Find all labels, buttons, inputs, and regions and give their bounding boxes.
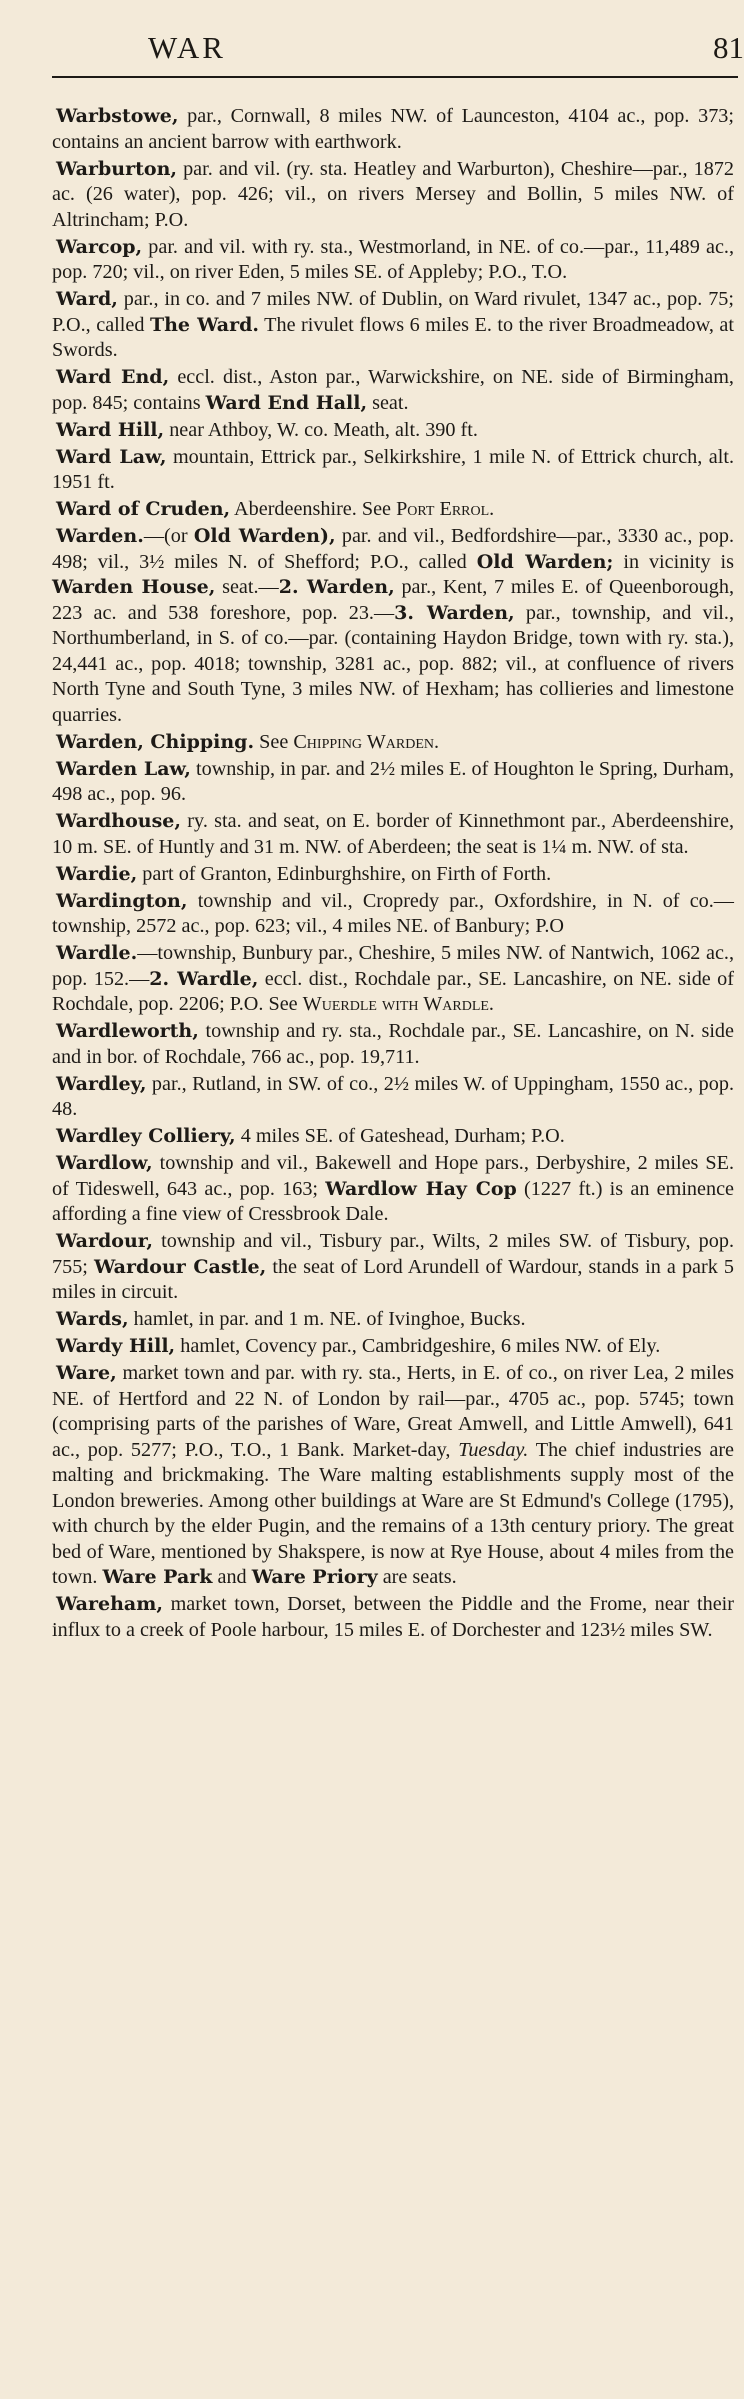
entry-text: —township, Bunbury par., Cheshire, 5 miles NW. of Nantwich, 1062 ac., pop. 152.— xyxy=(52,942,734,990)
entry-text: seat.— xyxy=(215,576,279,598)
entry-headword: Warden House, xyxy=(52,576,216,598)
entry-headword: Wardington, xyxy=(56,889,188,912)
entry-text: township and vil., Bakewell and Hope pars., Derbyshire, 2 miles SE. of Tideswell, 643 ac., pop. 163; xyxy=(52,1152,734,1200)
entry-headword: Ward End Hall, xyxy=(205,391,368,414)
entry-text: par. and vil. (ry. sta. Heatley and Warburton), Cheshire—par., 1872 ac. (26 water), pop. 426; vil., on rivers Mersey and Bollin, 5 miles NW. of Altrincham; xyxy=(52,157,734,231)
entry-headword: Ward End, xyxy=(56,366,170,388)
entry-text: par. and vil. with ry. sta., Westmorland, in NE. of co.—par., 11,489 ac., pop. 720; vil., on river Eden, 5 miles SE. of Appleby; xyxy=(52,235,734,283)
entry-headword: Wardy Hill, xyxy=(56,1335,176,1357)
entry-headword: Warbstowe, xyxy=(56,105,179,127)
entry-emphasis: Tuesday. xyxy=(458,1438,529,1461)
entry-headword: Wardlow Hay Cop xyxy=(325,1177,517,1200)
entry-headword: 2. Warden, xyxy=(278,576,395,598)
entry-abbreviation: Wuerdle with Wardle. xyxy=(302,993,494,1015)
entry-text: The chief industries are malting and brickmaking. The Ware malting establishments supply most of the London breweries. Among other buildings at Ware are St Edmund's College (1795), with church by the elder Pugin, and the remains of a 13th century priory. The great bed of Ware, mentioned by Shakspere, is now at Rye House, about 4 miles from the town. xyxy=(52,1438,735,1588)
entry-abbreviation: P.O xyxy=(535,915,564,937)
entry-text: par., Rutland, in SW. of co., 2½ miles W. of Uppingham, 1550 ac., pop. 48. xyxy=(52,1072,734,1120)
entry-text: eccl. dist., Rochdale par., SE. Lancashire, on NE. side of Rochdale, pop. 2206; xyxy=(52,967,734,1015)
entry-text: par., Kent, 7 miles E. of Queenborough, 223 ac. and 538 foreshore, pop. 23.— xyxy=(52,576,735,624)
entry-headword: 2. Wardle, xyxy=(149,967,259,990)
entry-abbreviation: P.O. xyxy=(531,1125,565,1147)
entry-headword: Ward Law, xyxy=(56,445,167,468)
entry-text: township and ry. sta., Rochdale par., SE. Lancashire, on N. side and in bor. of Rochdale, 766 ac., pop. 19,711. xyxy=(52,1020,734,1068)
entry-text: township, in par. and 2½ miles E. of Houghton le Spring, Durham, 498 ac., pop. 96. xyxy=(52,757,735,805)
entry-abbreviation: P.O., T.O., xyxy=(184,1438,272,1461)
entry-wareham xyxy=(52,1592,734,1643)
entry-headword: Wardhouse, xyxy=(56,810,181,832)
entry-wardley-colliery xyxy=(52,1124,734,1150)
entry-warden xyxy=(52,524,734,728)
entry-text: 4 miles SE. of Gateshead, Durham; xyxy=(235,1125,532,1147)
entry-text: market town and par. with ry. sta., Herts, in E. of co., on river Lea, 2 miles NE. of Hertford and 22 N. of London by rail—par., 4705 ac., pop. 5745; town (comprising parts of the parishes of Ware, Great Amwell, and Little Amwell), 641 ac., pop. 5277; xyxy=(52,1362,734,1461)
entry-wardlow xyxy=(52,1151,734,1228)
entry-headword: Ware Priory xyxy=(251,1566,378,1588)
entry-text: part of Granton, Edinburghshire, on Firth of Forth. xyxy=(137,862,552,885)
entry-warbstowe xyxy=(52,104,734,155)
entry-text: hamlet, in par. and 1 m. NE. of Ivinghoe, Bucks. xyxy=(128,1308,526,1330)
entry-warcop xyxy=(52,235,734,286)
entry-text: seat. xyxy=(367,391,409,414)
entry-wardley xyxy=(52,1072,734,1123)
entry-text: eccl. dist., Aston par., Warwickshire, on NE. side of Birmingham, pop. 845; contains xyxy=(52,366,734,414)
entry-headword: Old Warden), xyxy=(193,525,336,547)
entry-headword: Ware, xyxy=(56,1362,117,1384)
entry-headword: Wareham, xyxy=(56,1593,163,1615)
entry-text: par. and vil., Bedfordshire—par., 3330 ac., pop. 498; vil., 3½ miles N. of Shefford; xyxy=(52,525,734,573)
entry-text: The rivulet flows 6 miles E. to the river Broadmeadow, at Swords. xyxy=(52,313,734,361)
entry-text: ry. sta. and seat, on E. border of Kinnethmont par., Aberdeenshire, 10 m. SE. of Huntly and 31 m. NW. of Aberdeen; the seat is 1¼ m. NW. of sta. xyxy=(52,810,734,858)
entry-text: and xyxy=(212,1566,252,1588)
entry-wardie xyxy=(52,862,734,888)
entry-text: are seats. xyxy=(377,1566,457,1588)
entry-headword: 3. Warden, xyxy=(394,601,515,624)
entry-ward xyxy=(52,287,734,364)
entry-headword: Wards, xyxy=(56,1308,129,1330)
entry-abbreviation: P.O., T.O. xyxy=(488,261,568,283)
entry-headword: Ward, xyxy=(56,288,118,310)
header-rule xyxy=(52,76,738,78)
running-head: WAR xyxy=(148,30,226,65)
entry-ward-law xyxy=(52,445,734,496)
entry-warburton xyxy=(52,157,734,234)
entry-text: par., township, and vil., Northumberland, in S. of co.—par. (containing Haydon Bridge, town with ry. sta.), 24,441 ac., pop. 4018; township, 3281 ac., pop. 882; vil., at confluence of rivers North Tyne and South Tyne, 3 miles NW. of Hexham; has collieries and limestone quarries. xyxy=(52,601,735,726)
entry-ward-hill xyxy=(52,418,734,444)
entry-headword: Wardour Castle, xyxy=(93,1255,267,1278)
entry-headword: Wardour, xyxy=(56,1230,154,1252)
entry-list xyxy=(52,104,734,1645)
entry-wardleworth xyxy=(52,1019,734,1070)
entry-headword: Warden Law, xyxy=(56,757,191,780)
entry-text: par., in co. and 7 miles NW. of Dublin, on Ward rivulet, 1347 ac., pop. 75; xyxy=(117,288,734,310)
entry-headword: Ward Hill, xyxy=(56,418,165,441)
entry-headword: Warcop, xyxy=(56,235,143,258)
entry-text: See xyxy=(263,993,303,1015)
entry-abbreviation: Port Errol. xyxy=(396,498,495,520)
entry-text: called xyxy=(408,550,477,573)
entry-headword: Wardley Colliery, xyxy=(56,1125,236,1147)
entry-wardhouse xyxy=(52,809,734,860)
entry-headword: Wardie, xyxy=(56,862,138,885)
entry-wardle xyxy=(52,941,734,1018)
entry-ward-end xyxy=(52,365,734,416)
entry-abbreviation: P.O., xyxy=(369,550,409,573)
entry-wardy-hill xyxy=(52,1334,734,1360)
entry-text: (1227 ft.) is an eminence affording a fine view of Cressbrook Dale. xyxy=(52,1177,734,1225)
entry-text: —(or xyxy=(143,525,194,547)
entry-wardington xyxy=(52,889,734,940)
entry-text: township and vil., Tisbury par., Wilts, 2 miles SW. of Tisbury, pop. 755; xyxy=(52,1230,734,1278)
entry-text: mountain, Ettrick par., Selkirkshire, 1 mile N. of Ettrick church, alt. 1951 ft. xyxy=(52,445,735,493)
entry-headword: Ward of Cruden, xyxy=(56,498,231,520)
entry-abbreviation: P.O. xyxy=(229,993,264,1015)
entry-headword: Old Warden; xyxy=(476,550,614,573)
page-header xyxy=(52,26,744,70)
entry-text: Aberdeenshire. See xyxy=(230,498,397,520)
entry-text: 1 Bank. Market-day, xyxy=(271,1438,459,1461)
entry-ware xyxy=(52,1361,734,1591)
page-number: 81 xyxy=(713,30,744,65)
entry-headword: Wardlow, xyxy=(56,1152,153,1174)
entry-headword: The Ward. xyxy=(149,313,259,336)
entry-text: the seat of Lord Arundell of Wardour, stands in a park 5 miles in circuit. xyxy=(52,1255,734,1303)
entry-abbreviation: Chipping Warden. xyxy=(293,730,440,753)
entry-warden-chipping xyxy=(52,730,734,756)
entry-headword: Wardleworth, xyxy=(56,1020,199,1042)
entry-headword: Ware Park xyxy=(102,1566,213,1588)
entry-text: called xyxy=(90,313,150,336)
entry-text: in vicinity is xyxy=(613,550,735,573)
entry-abbreviation: P.O., xyxy=(52,313,91,336)
entry-warden-law xyxy=(52,757,734,808)
entry-text: See xyxy=(254,730,294,753)
entry-text: market town, Dorset, between the Piddle and the Frome, near their influx to a creek of Poole harbour, 15 miles E. of Dorchester and 123½ miles SW. xyxy=(52,1593,734,1641)
entry-wards xyxy=(52,1307,734,1333)
entry-text: par., Cornwall, 8 miles NW. of Launceston, 4104 ac., pop. 373; contains an ancient barrow with earthwork. xyxy=(52,105,734,153)
entry-text: township and vil., Cropredy par., Oxfordshire, in N. of co.—township, 2572 ac., pop. 623; vil., 4 miles NE. of Banbury; xyxy=(52,889,734,937)
entry-headword: Warden, Chipping. xyxy=(56,730,255,753)
entry-headword: Wardle. xyxy=(56,942,138,964)
entry-ward-of-cruden xyxy=(52,497,734,523)
entry-headword: Wardley, xyxy=(56,1072,147,1095)
entry-abbreviation: P.O. xyxy=(154,208,189,231)
entry-wardour xyxy=(52,1229,734,1306)
entry-headword: Warburton, xyxy=(56,157,177,180)
entry-text: hamlet, Covency par., Cambridgeshire, 6 miles NW. of Ely. xyxy=(175,1335,661,1357)
entry-text: near Athboy, W. co. Meath, alt. 390 ft. xyxy=(164,418,478,441)
entry-headword: Warden. xyxy=(56,525,144,547)
